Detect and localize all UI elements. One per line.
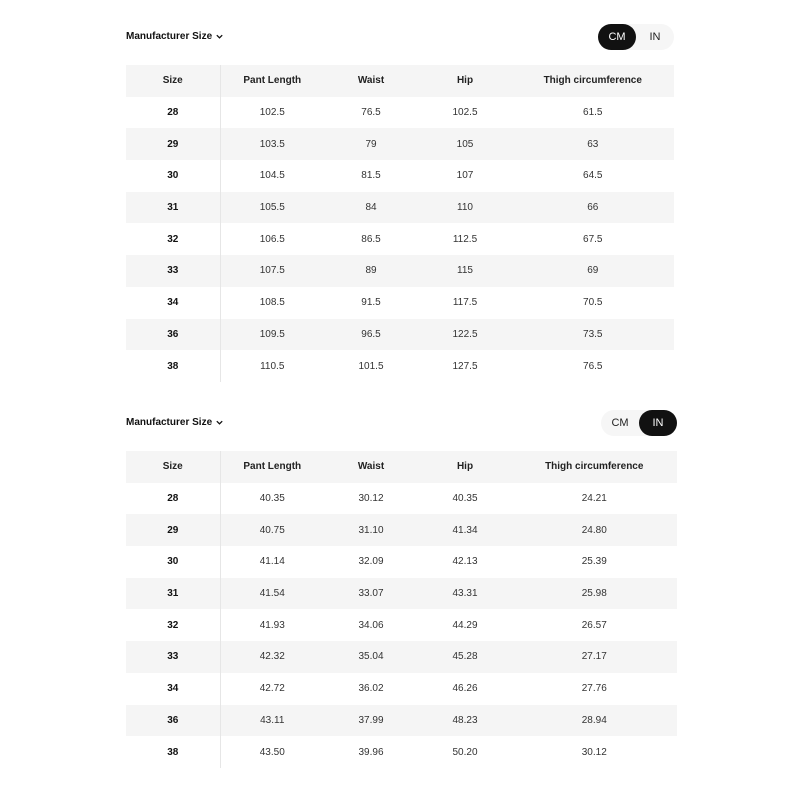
measurement-cell: 117.5 — [452, 297, 478, 309]
measurement-cell: 37.99 — [358, 714, 384, 726]
measurement-cell: 48.23 — [452, 714, 478, 726]
size-cell: 38 — [126, 736, 220, 768]
table-row — [126, 705, 677, 737]
measurement-cell: 81.5 — [361, 170, 381, 182]
measurement-cell: 69 — [587, 265, 599, 277]
measurement-cell: 27.17 — [581, 651, 607, 663]
table-row — [126, 483, 677, 515]
column-header: Waist — [357, 461, 385, 473]
measurement-cell: 127.5 — [452, 360, 478, 372]
measurement-cell: 28.94 — [581, 714, 607, 726]
table-row — [126, 641, 677, 673]
table-row — [126, 609, 677, 641]
size-table — [126, 451, 677, 768]
measurement-cell: 40.35 — [452, 493, 478, 505]
measurement-cell: 36.02 — [358, 683, 384, 695]
table-header-row — [126, 451, 677, 483]
measurement-cell: 89 — [365, 265, 377, 277]
column-header: Pant Length — [243, 461, 302, 473]
measurement-cell: 115 — [457, 265, 473, 277]
column-header: Size — [126, 65, 220, 97]
column-header: Hip — [456, 75, 474, 87]
table-row — [126, 319, 674, 351]
measurement-cell: 66 — [587, 202, 599, 214]
size-cell: 34 — [126, 673, 220, 705]
unit-cm-button[interactable]: CM — [601, 410, 639, 436]
measurement-cell: 91.5 — [361, 297, 381, 309]
column-header: Pant Length — [243, 75, 302, 87]
measurement-cell: 105.5 — [259, 202, 285, 214]
table-row — [126, 673, 677, 705]
measurement-cell: 43.31 — [452, 588, 478, 600]
measurement-cell: 46.26 — [452, 683, 478, 695]
measurement-cell: 41.93 — [259, 619, 285, 631]
column-header: Size — [126, 451, 220, 483]
measurement-cell: 107.5 — [259, 265, 285, 277]
size-cell: 30 — [126, 546, 220, 578]
measurement-cell: 34.06 — [358, 619, 384, 631]
measurement-cell: 112.5 — [452, 233, 478, 245]
table-row — [126, 736, 677, 768]
table-row — [126, 160, 674, 192]
size-cell: 34 — [126, 287, 220, 319]
size-cell: 28 — [126, 483, 220, 515]
measurement-cell: 40.35 — [259, 493, 285, 505]
manufacturer-size-label: Manufacturer Size — [126, 417, 213, 428]
measurement-cell: 27.76 — [581, 683, 607, 695]
size-cell: 29 — [126, 128, 220, 160]
measurement-cell: 79 — [365, 138, 377, 150]
measurement-cell: 96.5 — [361, 328, 381, 340]
measurement-cell: 43.11 — [260, 714, 285, 726]
measurement-cell: 43.50 — [259, 746, 285, 758]
size-cell: 36 — [126, 705, 220, 737]
table-row — [126, 97, 674, 129]
table-row — [126, 128, 674, 160]
size-cell: 38 — [126, 350, 220, 382]
size-cell: 33 — [126, 255, 220, 287]
measurement-cell: 41.14 — [259, 556, 285, 568]
measurement-cell: 102.5 — [259, 107, 285, 119]
measurement-cell: 33.07 — [358, 588, 384, 600]
unit-in-button[interactable]: IN — [636, 24, 674, 50]
measurement-cell: 24.80 — [581, 524, 607, 536]
table-row — [126, 192, 674, 224]
measurement-cell: 35.04 — [358, 651, 384, 663]
table-header-row — [126, 65, 674, 97]
measurement-cell: 63 — [587, 138, 599, 150]
chart-header — [126, 410, 677, 438]
table-row — [126, 223, 674, 255]
table-row — [126, 514, 677, 546]
measurement-cell: 109.5 — [259, 328, 285, 340]
table-row — [126, 546, 677, 578]
measurement-cell: 101.5 — [358, 360, 384, 372]
measurement-cell: 25.39 — [581, 556, 607, 568]
size-cell: 31 — [126, 578, 220, 610]
manufacturer-size-dropdown[interactable] — [126, 417, 224, 428]
measurement-cell: 39.96 — [358, 746, 384, 758]
measurement-cell: 64.5 — [583, 170, 603, 182]
measurement-cell: 25.98 — [581, 588, 607, 600]
column-header: Thigh circumference — [545, 461, 644, 473]
measurement-cell: 50.20 — [452, 746, 478, 758]
measurement-cell: 40.75 — [259, 524, 285, 536]
size-table — [126, 65, 674, 382]
manufacturer-size-dropdown[interactable] — [126, 31, 224, 42]
column-header: Waist — [357, 75, 385, 87]
measurement-cell: 30.12 — [358, 493, 384, 505]
measurement-cell: 122.5 — [452, 328, 478, 340]
measurement-cell: 102.5 — [452, 107, 478, 119]
size-cell: 29 — [126, 514, 220, 546]
size-cell: 32 — [126, 609, 220, 641]
measurement-cell: 73.5 — [583, 328, 603, 340]
size-cell: 31 — [126, 192, 220, 224]
measurement-cell: 110 — [457, 202, 473, 214]
unit-toggle — [601, 410, 677, 436]
size-chart-in — [126, 410, 677, 768]
measurement-cell: 61.5 — [583, 107, 603, 119]
measurement-cell: 110.5 — [260, 360, 285, 372]
measurement-cell: 70.5 — [583, 297, 603, 309]
size-cell: 28 — [126, 97, 220, 129]
measurement-cell: 107 — [456, 170, 474, 182]
manufacturer-size-label: Manufacturer Size — [126, 31, 213, 42]
chart-header — [126, 24, 674, 52]
table-row — [126, 255, 674, 287]
column-header: Thigh circumference — [543, 75, 642, 87]
measurement-cell: 44.29 — [452, 619, 478, 631]
measurement-cell: 67.5 — [583, 233, 603, 245]
measurement-cell: 41.34 — [452, 524, 478, 536]
measurement-cell: 45.28 — [452, 651, 478, 663]
measurement-cell: 31.10 — [358, 524, 384, 536]
chevron-down-icon — [215, 418, 224, 427]
measurement-cell: 26.57 — [581, 619, 607, 631]
size-cell: 33 — [126, 641, 220, 673]
measurement-cell: 32.09 — [358, 556, 384, 568]
measurement-cell: 42.13 — [452, 556, 478, 568]
measurement-cell: 42.72 — [259, 683, 285, 695]
measurement-cell: 105 — [456, 138, 474, 150]
measurement-cell: 76.5 — [361, 107, 381, 119]
measurement-cell: 108.5 — [259, 297, 285, 309]
size-cell: 32 — [126, 223, 220, 255]
size-chart-cm — [126, 24, 674, 382]
measurement-cell: 84 — [365, 202, 377, 214]
measurement-cell: 42.32 — [259, 651, 285, 663]
column-header: Hip — [456, 461, 474, 473]
measurement-cell: 76.5 — [583, 360, 603, 372]
measurement-cell: 30.12 — [581, 746, 607, 758]
table-row — [126, 350, 674, 382]
measurement-cell: 24.21 — [581, 493, 607, 505]
unit-toggle — [598, 24, 674, 50]
table-row — [126, 287, 674, 319]
measurement-cell: 86.5 — [361, 233, 381, 245]
unit-in-button[interactable]: IN — [639, 410, 677, 436]
measurement-cell: 41.54 — [259, 588, 285, 600]
measurement-cell: 104.5 — [259, 170, 285, 182]
chevron-down-icon — [215, 32, 224, 41]
size-cell: 30 — [126, 160, 220, 192]
table-row — [126, 578, 677, 610]
unit-cm-button[interactable]: CM — [598, 24, 636, 50]
size-cell: 36 — [126, 319, 220, 351]
measurement-cell: 103.5 — [259, 138, 285, 150]
measurement-cell: 106.5 — [259, 233, 285, 245]
